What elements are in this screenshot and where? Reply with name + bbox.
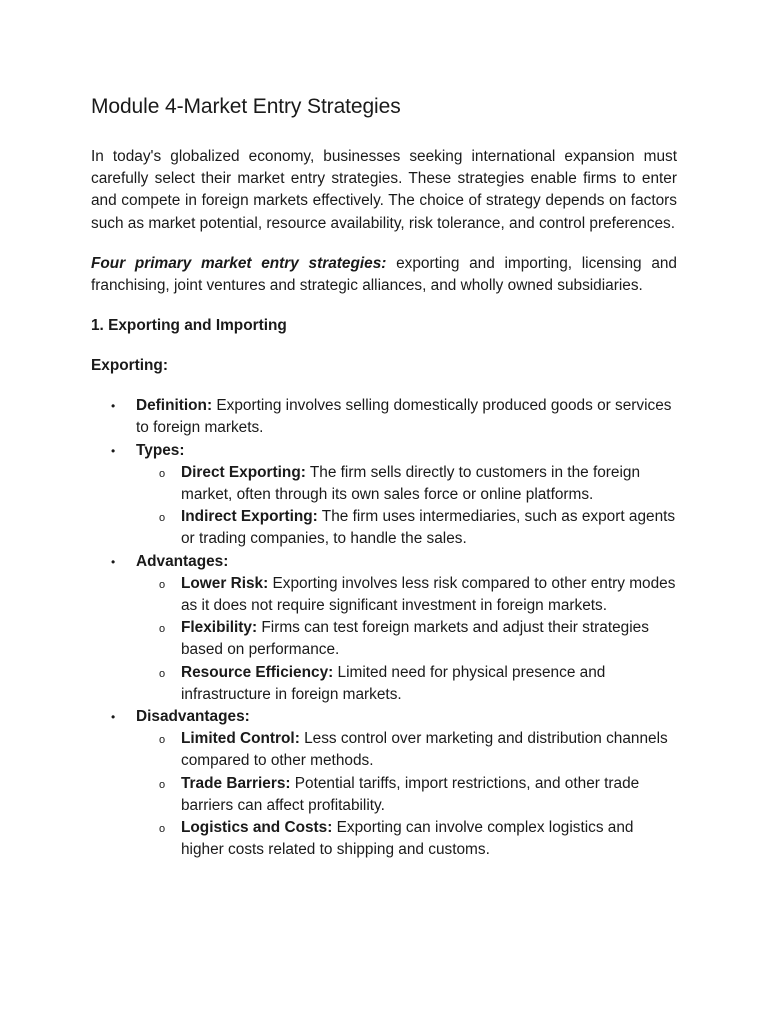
subsection-heading-exporting: Exporting: [91,357,168,375]
advantages-sublist [136,573,677,706]
subitem-text: Firms can test foreign markets and adjust their strategies based on performance. [181,619,649,659]
subitem-label: Indirect Exporting: [181,508,318,526]
circle-bullet-icon: o [159,467,166,480]
disadvantages-sublist [136,728,677,861]
sublist-item [136,817,677,861]
list-item-definition [91,395,677,439]
types-sublist [136,462,677,551]
list-item-advantages [91,551,677,706]
subitem-label: Direct Exporting: [181,463,306,481]
primary-strategies-paragraph [91,253,677,297]
subitem-text: Potential tariffs, import restrictions, and other trade barriers can affect profitability. [181,774,640,814]
definition-label: Definition: [136,397,213,415]
sublist-item [136,506,677,550]
section-heading-exporting-importing: 1. Exporting and Importing [91,317,287,335]
types-label: Types: [136,441,185,459]
definition-text: Exporting involves selling domestically produced goods or services to foreign markets. [136,397,672,437]
advantages-label: Advantages: [136,552,229,570]
disadvantages-label: Disadvantages: [136,708,250,726]
sublist-item [136,462,677,506]
sublist-item [136,773,677,817]
circle-bullet-icon: o [159,512,166,525]
list-item-disadvantages [91,706,677,861]
primary-strategies-lead: Four primary market entry strategies: [91,254,387,272]
subitem-text: Less control over marketing and distribution channels compared to other methods. [181,730,668,770]
subitem-label: Trade Barriers: [181,774,291,792]
bullet-icon: • [111,554,116,569]
sublist-item [136,573,677,617]
subitem-text: Exporting involves less risk compared to other entry modes as it does not require significant investment in foreign markets. [181,574,676,615]
subitem-label: Flexibility: [181,619,258,637]
document-page [91,92,677,861]
bullet-icon: • [111,443,116,458]
subitem-label: Lower Risk: [181,574,269,592]
sublist-item [136,662,677,706]
subitem-label: Resource Efficiency: [181,663,334,681]
subitem-label: Limited Control: [181,730,300,748]
list-item-types [91,440,677,551]
primary-strategies-text: exporting and importing, licensing and franchising, joint ventures and strategic alliances, and wholly owned subsidiaries. [91,254,677,295]
circle-bullet-icon: o [159,578,166,591]
circle-bullet-icon: o [159,823,166,836]
intro-paragraph: In today's globalized economy, businesses seeking international expansion must carefully select their market entry strategies. These strategies enable firms to enter and compete in foreign markets effectively. The choice of strategy depends on factors such as market potential, resource availability, risk tolerance, and control preferences. [91,148,677,232]
subitem-text: The firm uses intermediaries, such as export agents or trading companies, to handle the sales. [181,508,676,548]
circle-bullet-icon: o [159,778,166,791]
circle-bullet-icon: o [159,667,166,680]
exporting-list [91,395,677,861]
circle-bullet-icon: o [159,734,166,747]
subitem-label: Logistics and Costs: [181,819,333,837]
bullet-icon: • [111,399,116,414]
sublist-item [136,728,677,772]
circle-bullet-icon: o [159,623,166,636]
subitem-text: The firm sells directly to customers in the foreign market, often through its own sales force or online platforms. [181,463,641,504]
sublist-item [136,617,677,661]
page-title: Module 4-Market Entry Strategies [91,95,401,118]
subitem-text: Limited need for physical presence and infrastructure in foreign markets. [181,663,606,703]
bullet-icon: • [111,710,116,725]
subitem-text: Exporting can involve complex logistics and higher costs related to shipping and customs. [181,819,634,859]
